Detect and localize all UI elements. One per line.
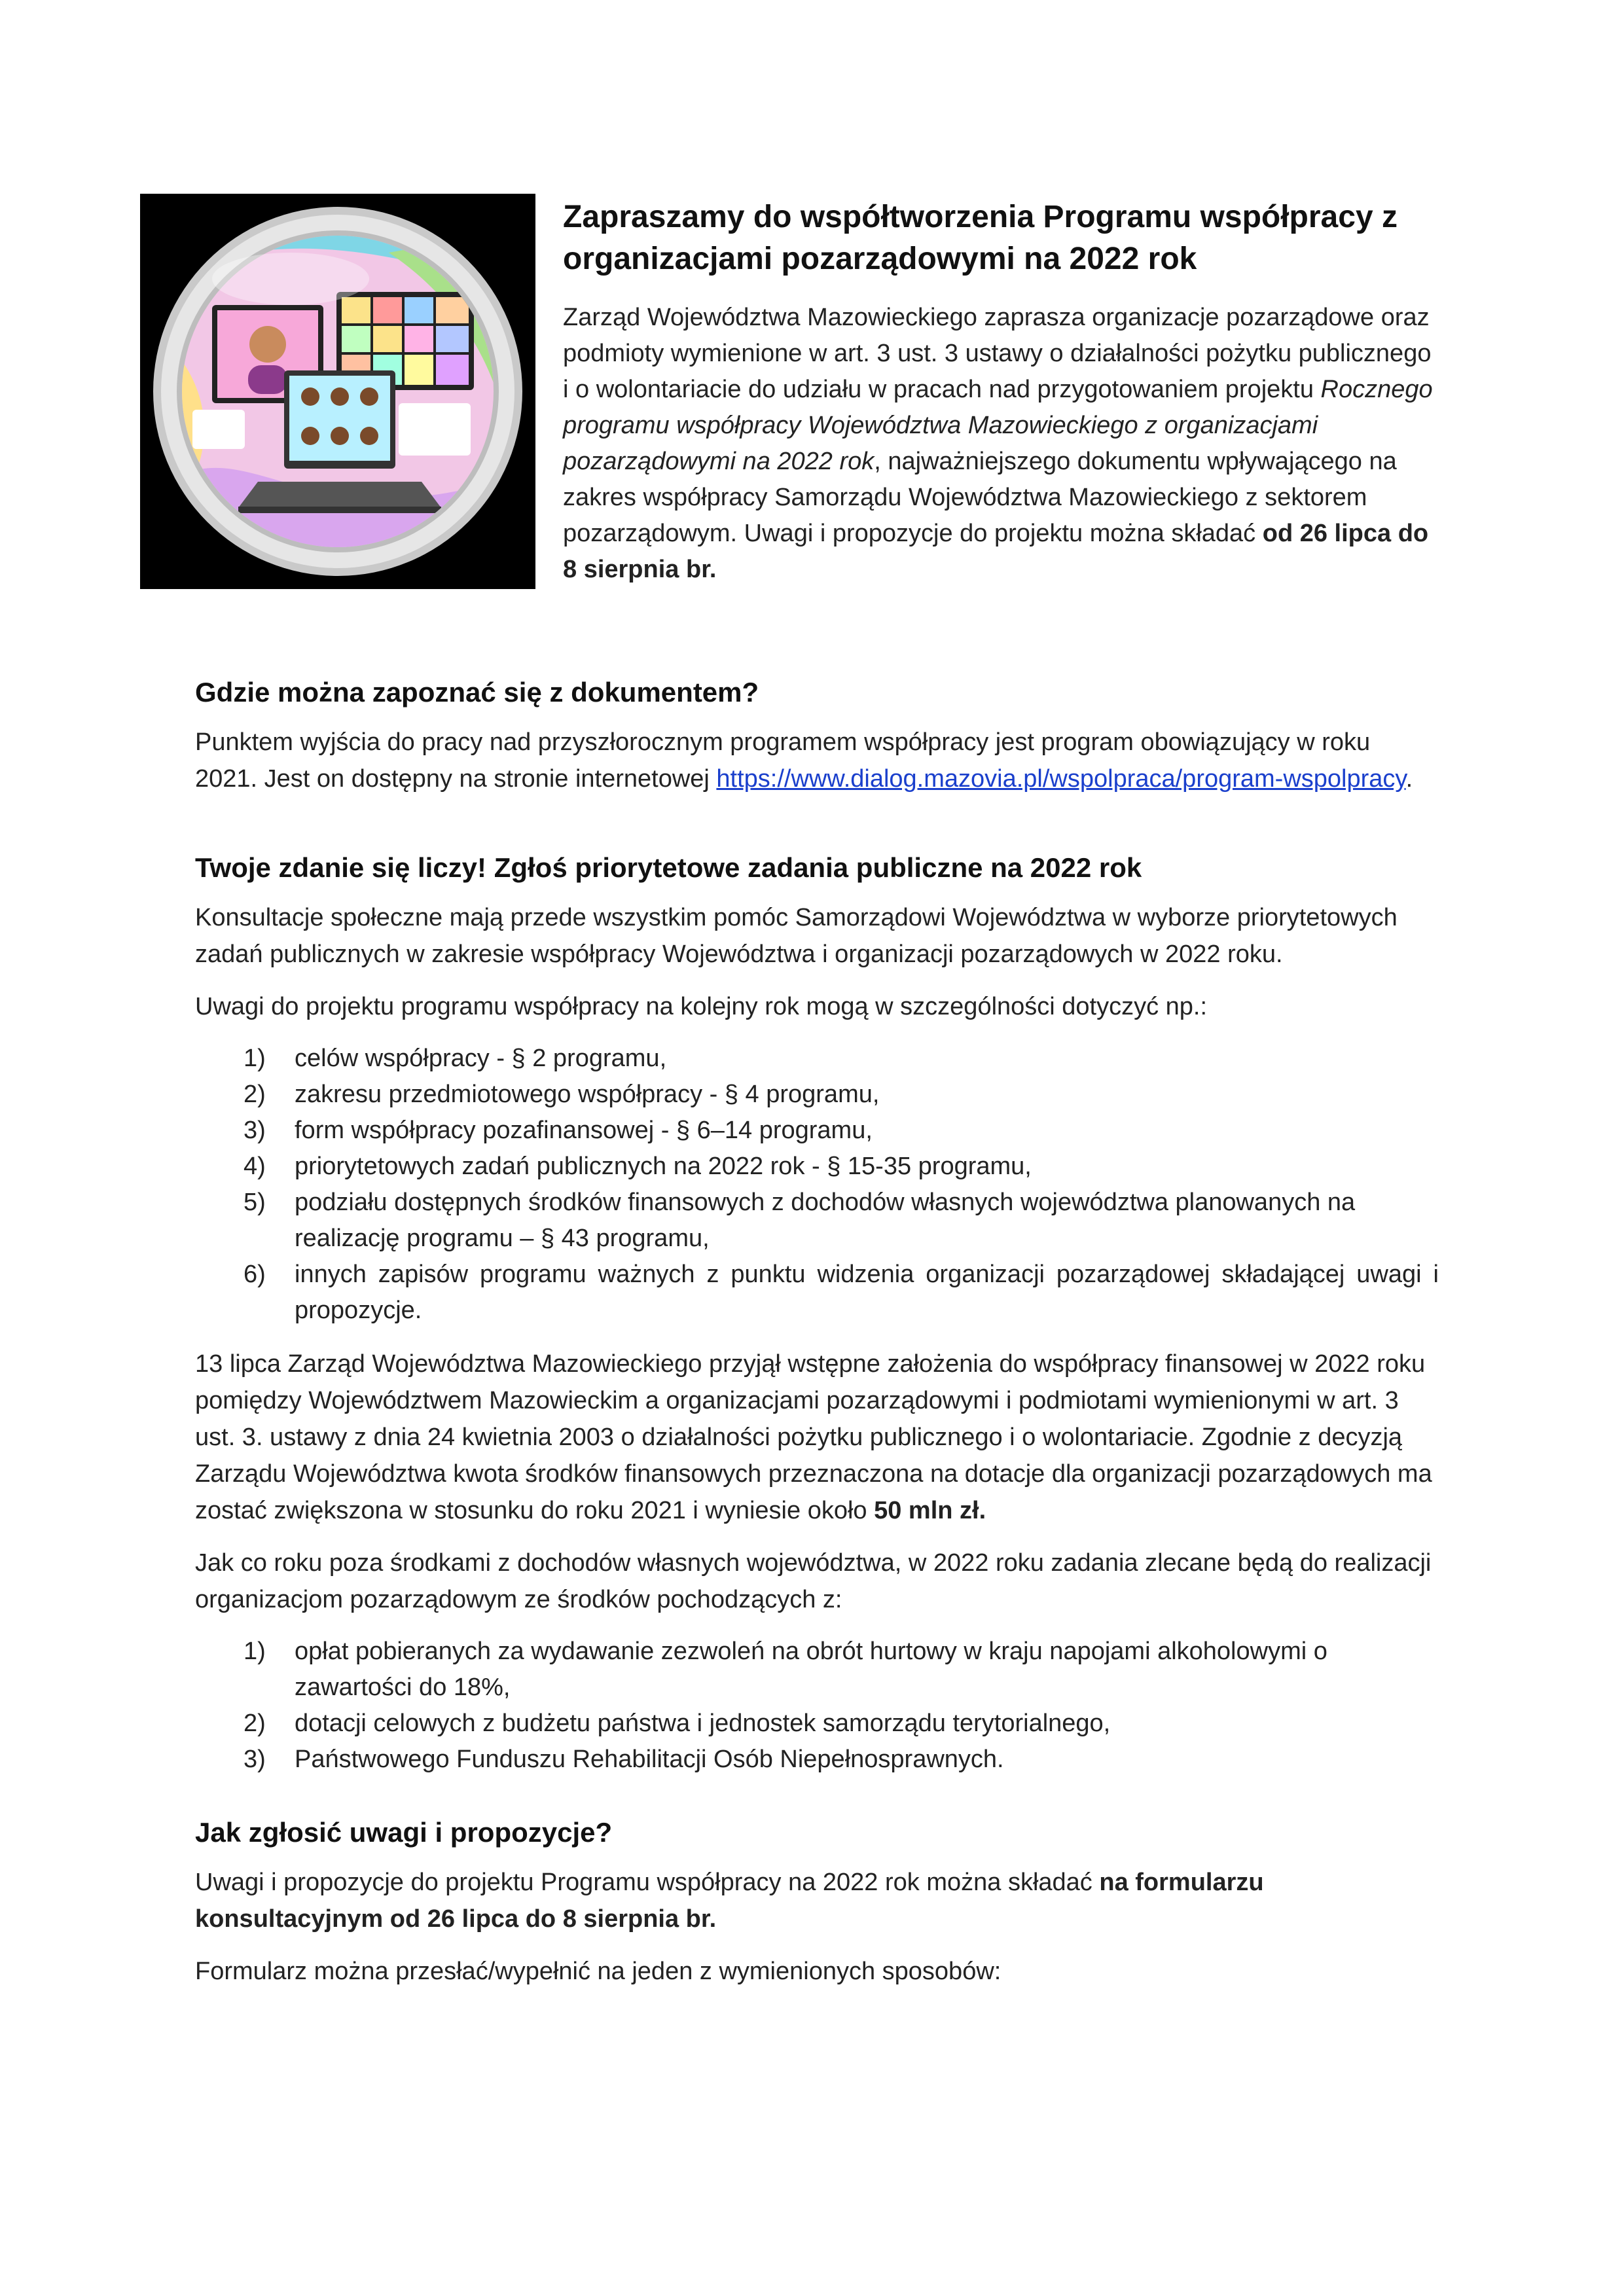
funding-sources-list <box>195 1634 1439 1778</box>
list-item: 2) zakresu przedmiotowego współpracy - § 4 programu, <box>244 1081 880 1108</box>
section-heading-how-to: Jak zgłosić uwagi i propozycje? <box>195 1817 613 1848</box>
list-item: 2) dotacji celowych z budżetu państwa i jednostek samorządu terytorialnego, <box>244 1710 1111 1737</box>
list-item: 4) priorytetowych zadań publicznych na 2022 rok - § 15-35 programu, <box>244 1153 1032 1180</box>
section-paragraph-document: Punktem wyjścia do pracy nad przyszłorocznym programem współpracy jest program obowiązujący w roku 2021. Jest on dostępny na stronie internetowej https://www.dialog.mazovia.pl/wspolpraca/program-wspolpracy. <box>195 728 1413 793</box>
form-paragraph: Formularz można przesłać/wypełnić na jeden z wymienionych sposobów: <box>195 1958 1001 1985</box>
consultation-paragraph: Konsultacje społeczne mają przede wszystkim pomóc Samorządowi Województwa w wyborze priorytetowych zadań publicznych w zakresie współpracy Województwa i organizacji pozarządowych w 2022 roku. <box>195 904 1398 968</box>
budget-paragraph: 13 lipca Zarząd Województwa Mazowieckiego przyjął wstępne założenia do współpracy finansowej w 2022 roku pomiędzy Województwem Mazowieckim a organizacjami pozarządowymi i podmiotami wymienionymi w art. 3 ust. 3. ustawy z dnia 24 kwietnia 2003 o działalności pożytku publicznego i o wolontariacie. Zgodnie z decyzją Zarządu Województwa kwota środków finansowych przeznaczona na dotacje dla organizacji pozarządowych ma zostać zwiększona w stosunku do roku 2021 i wyniesie około 50 mln zł. <box>195 1350 1432 1524</box>
list-item: 1) celów współpracy - § 2 programu, <box>244 1045 667 1072</box>
section-heading-document: Gdzie można zapoznać się z dokumentem? <box>195 677 759 708</box>
video-conference-illustration-icon <box>140 194 535 589</box>
list-item: 5) podziału dostępnych środków finansowych z dochodów własnych województwa planowanych na realizację programu – § 43 programu, <box>244 1189 1356 1252</box>
list-item: 3) Państwowego Funduszu Rehabilitacji Osób Niepełnosprawnych. <box>244 1746 1004 1773</box>
intro-section <box>563 196 1440 588</box>
list-item: 1) opłat pobieranych za wydawanie zezwoleń na obrót hurtowy w kraju napojami alkoholowymi o zawartości do 18%, <box>244 1638 1327 1701</box>
program-link[interactable]: https://www.dialog.mazovia.pl/wspolpraca/program-wspolpracy <box>716 765 1406 793</box>
section-heading-priorities: Twoje zdanie się liczy! Zgłoś priorytetowe zadania publiczne na 2022 rok <box>195 852 1142 883</box>
list-item: 3) form współpracy pozafinansowej - § 6–14 programu, <box>244 1117 873 1144</box>
page-title: Zapraszamy do współtworzenia Programu współpracy z organizacjami pozarządowymi na 2022 rok <box>563 200 1398 276</box>
list-item: 6) innych zapisów programu ważnych z punktu widzenia organizacji pozarządowej składającej uwagi i propozycje. <box>244 1261 1439 1324</box>
how-to-paragraph: Uwagi i propozycje do projektu Programu współpracy na 2022 rok można składać na formularzu konsultacyjnym od 26 lipca do 8 sierpnia br. <box>195 1869 1264 1933</box>
remarks-intro-paragraph: Uwagi do projektu programu współpracy na kolejny rok mogą w szczególności dotyczyć np.: <box>195 993 1208 1020</box>
remarks-list <box>195 1041 1439 1329</box>
funding-paragraph: Jak co roku poza środkami z dochodów własnych województwa, w 2022 roku zadania zlecane będą do realizacji organizacjom pozarządowym ze środków pochodzących z: <box>195 1549 1432 1613</box>
main-content <box>195 674 1439 2005</box>
intro-paragraph: Zarząd Województwa Mazowieckiego zaprasza organizacje pozarządowe oraz podmioty wymienione w art. 3 ust. 3 ustawy o działalności pożytku publicznego i o wolontariacie do udziału w pracach nad przygotowaniem projektu Rocznego programu współpracy Województwa Mazowieckiego z organizacjami pozarządowymi na 2022 rok, najważniejszego dokumentu wpływającego na zakres współpracy Samorządu Województwa Mazowieckiego z sektorem pozarządowym. Uwagi i propozycje do projektu można składać od 26 lipca do 8 sierpnia br. <box>563 304 1433 583</box>
